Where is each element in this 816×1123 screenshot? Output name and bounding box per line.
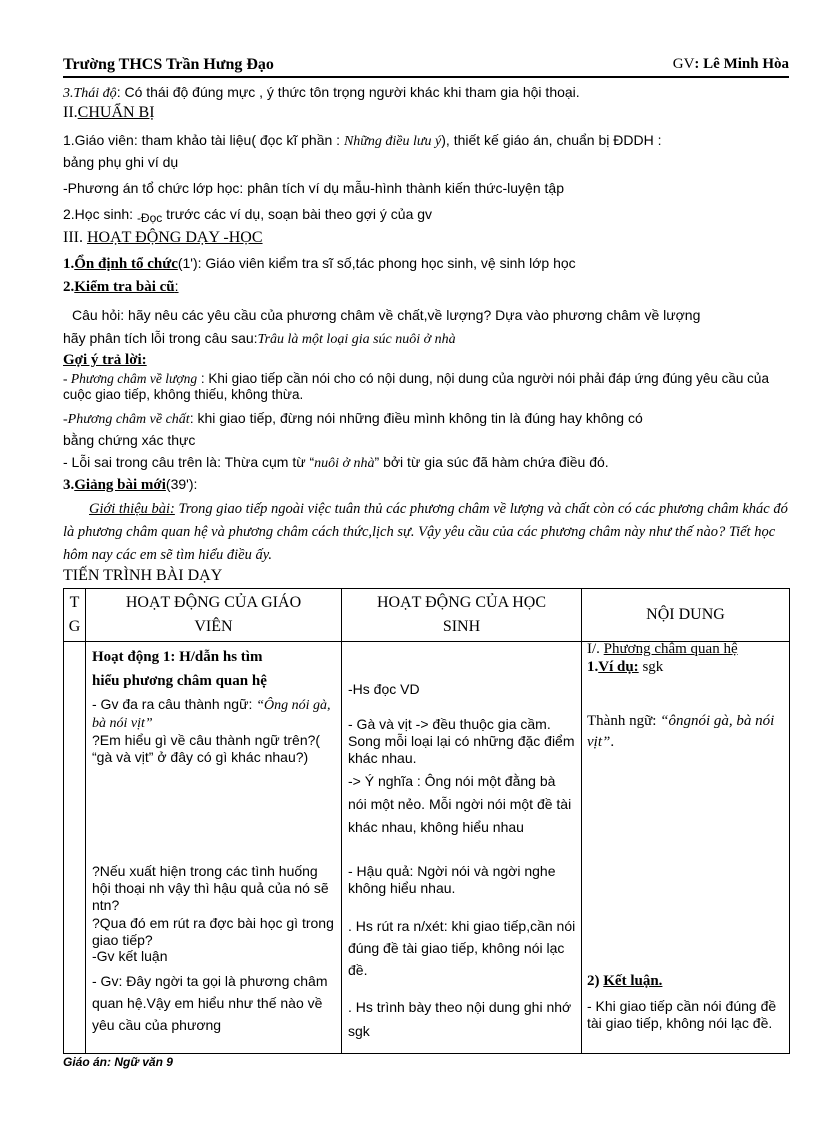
column-header-content: NỘI DUNG [646, 606, 725, 623]
lesson-table [63, 588, 790, 1054]
page-header [63, 56, 789, 78]
student-step-6: . Hs trình bày theo nội dung ghi nhớ sgk [348, 999, 572, 1039]
table-divider [581, 589, 582, 1053]
table-divider [341, 589, 342, 1053]
section-preparation-heading: II.CHUẨN BỊ [63, 104, 155, 121]
page-footer: Giáo án: Ngữ văn 9 [63, 1055, 173, 1069]
teacher-name: GV: Lê Minh Hòa [672, 56, 789, 72]
student-step-2: - Gà và vịt -> đều thuộc gia cầm. Song mỗi loại lại có những đặc điểm khác nhau. [348, 716, 575, 766]
lesson-progress-title: TIẾN TRÌNH BÀI DẠY [63, 567, 223, 584]
answer-hint-2-line-2: bằng chứng xác thực [63, 432, 196, 448]
step-3-line: 3.Giảng bài mới(39'): [63, 476, 198, 493]
lesson-intro: Giới thiệu bài: Trong giao tiếp ngoài việc tuân thủ các phương châm về lượng và chất còn có các phương châm khác đó là phương châm quan hệ và phương châm cách thức,lịch sự. Vậy yêu cầu của các phương châm này như thế nào? Tiết học hôm nay các em sẽ tìm hiểu điều ấy. [63, 501, 788, 563]
teacher-step-6: - Gv: Đây ngời ta gọi là phương châm quan hệ.Vậy em hiểu như thế nào về yêu cầu của phương [92, 973, 328, 1033]
student-step-5: . Hs rút ra n/xét: khi giao tiếp,cần nói đúng đề tài giao tiếp, không nói lạc đề. [348, 918, 576, 978]
teacher-activity-title: Hoạt động 1: H/dẫn hs tìm hiểu phương châm quan hệ [92, 649, 267, 689]
answer-hint-3: - Lỗi sai trong câu trên là: Thừa cụm từ “nuôi ở nhà” bởi từ gia súc đã hàm chứa điều đó. [63, 454, 609, 471]
column-header-teacher: HOẠT ĐỘNG CỦA GIÁO VIÊN [125, 594, 302, 635]
column-header-student: HOẠT ĐỘNG CỦA HỌC SINH [376, 594, 547, 635]
school-name: Trường THCS Trần Hưng Đạo [63, 56, 274, 73]
student-step-4: - Hậu quả: Ngời nói và ngời nghe không hiểu nhau. [348, 863, 556, 896]
answer-hint-2: -Phương châm về chất: khi giao tiếp, đừng nói những điều mình không tin là đúng hay không có [63, 410, 643, 427]
teacher-step-1: - Gv đa ra câu thành ngữ: “Ông nói gà, bà nói vịt” [92, 696, 331, 731]
student-step-1: -Hs đọc VD [348, 681, 420, 697]
teacher-step-5: -Gv kết luận [92, 948, 168, 964]
answer-hint-1: - Phương châm về lượng : Khi giao tiếp cần nói cho có nội dung, nội dung của người nói phải đáp ứng đúng yêu cầu của cuộc giao tiếp, không thiếu, không thừa. [63, 371, 769, 402]
teacher-step-3: ?Nếu xuất hiện trong các tình huống hội thoại nh vậy thì hậu quả của nó sẽ ntn? [92, 863, 329, 913]
content-example: 1.Ví dụ: sgk [587, 659, 664, 675]
step-1-line: 1.Ổn định tổ chức(1'): Giáo viên kiểm tra sĩ số,tác phong học sinh, vệ sinh lớp học [63, 255, 576, 272]
student-step-3: -> Ý nghĩa : Ông nói một đằng bà nói một nẻo. Mỗi ngời nói một đề tài khác nhau, không hiểu nhau [348, 773, 572, 835]
teacher-prep-line: 1.Giáo viên: tham khảo tài liệu( đọc kĩ phần : Những điều lưu ý), thiết kế giáo án, chuẩn bị ĐDDH : [63, 132, 662, 149]
column-header-tg: T G [68, 594, 81, 635]
content-conclusion-text: - Khi giao tiếp cần nói đúng đề tài giao tiếp, không nói lạc đề. [587, 998, 777, 1031]
table-divider [85, 589, 86, 1053]
question-line-1: Câu hỏi: hãy nêu các yêu cầu của phương châm về chất,về lượng? Dựa vào phương châm về lượng [72, 307, 701, 323]
attitude-line: 3.Thái độ: Có thái độ đúng mực , ý thức tôn trọng người khác khi tham gia hội thoại. [63, 84, 580, 101]
answer-hint-title: Gợi ý trả lời: [63, 352, 147, 368]
teacher-step-2: ?Em hiểu gì về câu thành ngữ trên?( “gà và vịt” ở đây có gì khác nhau?) [92, 732, 321, 765]
teacher-prep-line-2: bảng phụ ghi ví dụ [63, 154, 179, 170]
section-activities-heading: III. HOẠT ĐỘNG DẠY -HỌC [63, 229, 263, 246]
content-idiom: Thành ngữ: “ôngnói gà, bà nói vịt”. [587, 713, 775, 750]
student-prep-line: 2.Học sinh: -Đọc trước các ví dụ, soạn bài theo gợi ý của gv [63, 206, 433, 225]
content-section-title: I/. Phương châm quan hệ [587, 641, 738, 657]
teacher-step-4: ?Qua đó em rút ra đợc bài học gì trong giao tiếp? [92, 915, 334, 948]
step-2-line: 2.Kiểm tra bài cũ: [63, 278, 179, 295]
method-line: -Phương án tổ chức lớp học: phân tích ví dụ mẫu-hình thành kiến thức-luyện tập [63, 180, 564, 196]
content-conclusion-title: 2) Kết luận. [587, 973, 663, 989]
question-line-2: hãy phân tích lỗi trong câu sau:Trâu là một loại gia súc nuôi ở nhà [63, 330, 456, 347]
